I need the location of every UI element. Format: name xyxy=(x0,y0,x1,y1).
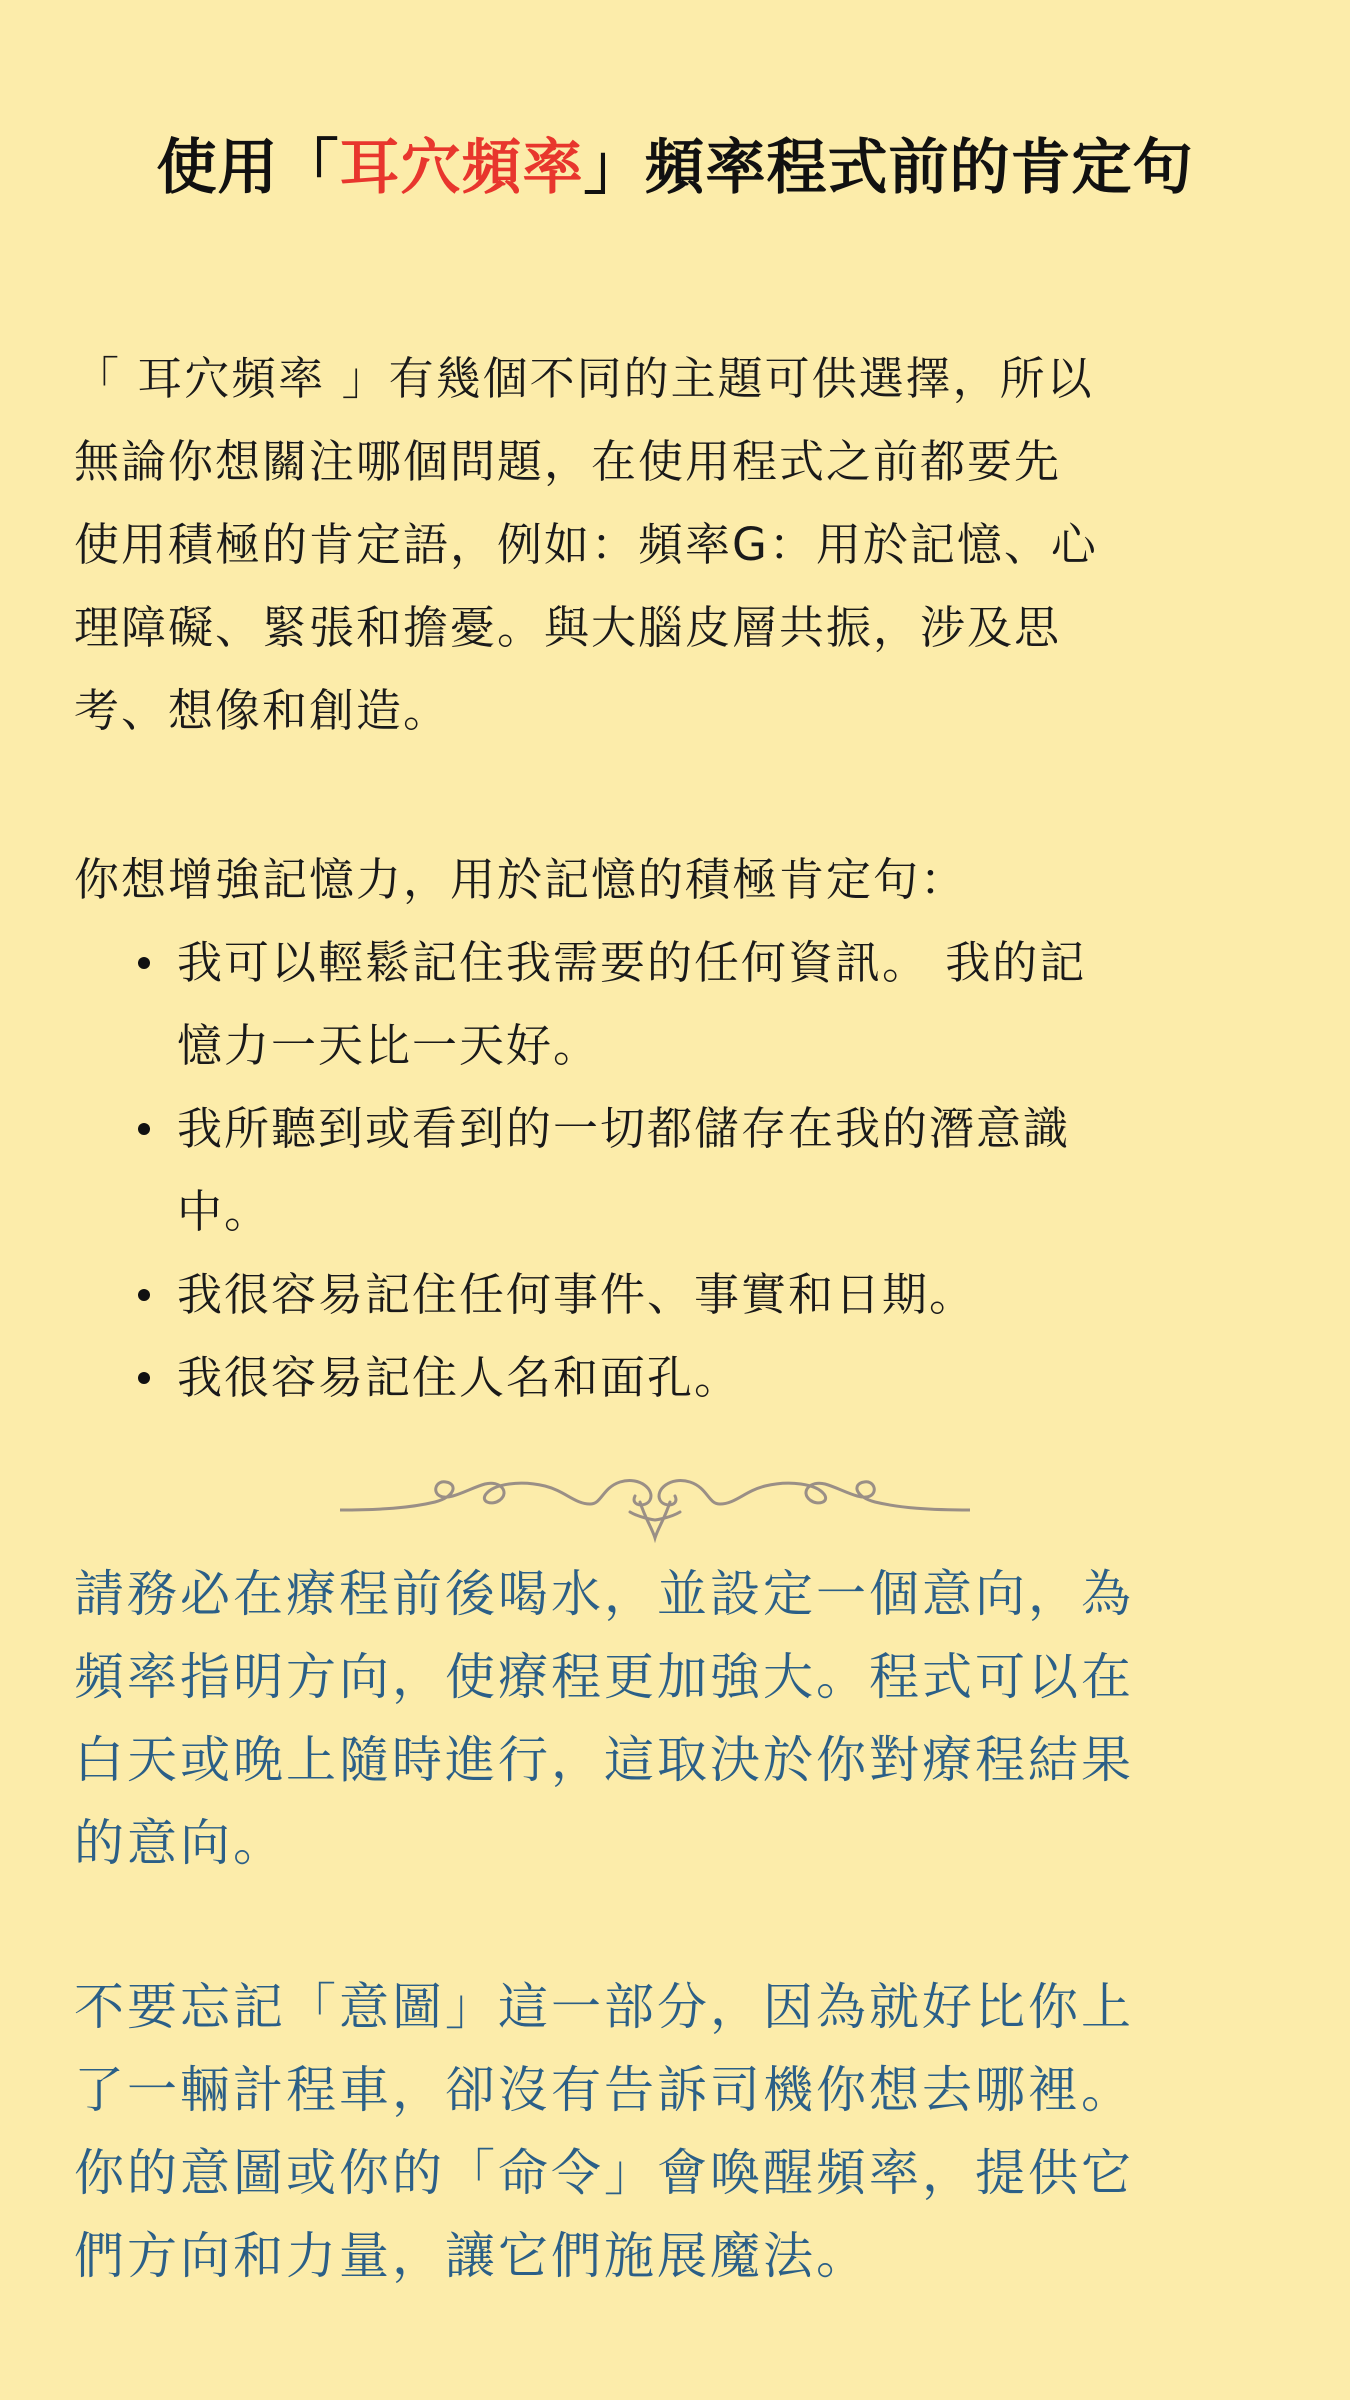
list-item xyxy=(74,1336,1280,1419)
water-note-line: 頻率指明方向，使療程更加強大。程式可以在 xyxy=(74,1648,1134,1706)
title-accent: 耳穴頻率 xyxy=(339,133,584,203)
intro-line: 考、想像和創造。 xyxy=(74,684,451,737)
water-note-paragraph xyxy=(74,1553,1280,1885)
lead-text: 你想增強記憶力，用於記憶的積極肯定句： xyxy=(74,853,968,906)
intro-paragraph xyxy=(74,337,1280,752)
flourish-divider-icon xyxy=(340,1466,970,1546)
intent-note-paragraph xyxy=(74,1966,1280,2298)
intent-note-line: 們方向和力量，讓它們施展魔法。 xyxy=(74,2227,869,2285)
list-item-line: 我可以輕鬆記住我需要的任何資訊。 我的記 xyxy=(177,936,1087,989)
intro-line: 無論你想關注哪個問題，在使用程式之前都要先 xyxy=(74,435,1062,488)
list-item xyxy=(74,1253,1280,1336)
list-item xyxy=(74,1087,1280,1253)
affirmation-list xyxy=(74,921,1280,1419)
bullet-icon xyxy=(138,1372,150,1384)
intent-note-line: 你的意圖或你的「命令」會喚醒頻率，提供它 xyxy=(74,2144,1134,2202)
title-prefix: 使用「 xyxy=(156,133,340,203)
affirmations-lead xyxy=(74,838,1280,921)
bullet-icon xyxy=(138,1289,150,1301)
intro-line: 使用積極的肯定語，例如：頻率G：用於記憶、心 xyxy=(74,518,1098,571)
list-item xyxy=(74,921,1280,1087)
page-title xyxy=(0,128,1350,208)
intro-line: 理障礙、緊張和擔憂。與大腦皮層共振，涉及思 xyxy=(74,601,1062,654)
list-item-line: 我所聽到或看到的一切都儲存在我的潛意識 xyxy=(177,1102,1071,1155)
list-item-line: 我很容易記住人名和面孔。 xyxy=(177,1351,742,1404)
bullet-icon xyxy=(138,957,150,969)
intent-note-line: 了一輛計程車，卻沒有告訴司機你想去哪裡。 xyxy=(74,2061,1134,2119)
list-item-line: 中。 xyxy=(177,1185,272,1238)
title-suffix: 」頻率程式前的肯定句 xyxy=(583,133,1194,203)
water-note-line: 請務必在療程前後喝水，並設定一個意向，為 xyxy=(74,1565,1134,1623)
water-note-line: 的意向。 xyxy=(74,1814,286,1872)
list-item-line: 我很容易記住任何事件、事實和日期。 xyxy=(177,1268,977,1321)
bullet-icon xyxy=(138,1123,150,1135)
intro-line: 「 耳穴頻率 」有幾個不同的主題可供選擇，所以 xyxy=(74,352,1094,405)
water-note-line: 白天或晚上隨時進行，這取決於你對療程結果 xyxy=(74,1731,1134,1789)
intent-note-line: 不要忘記「意圖」這一部分，因為就好比你上 xyxy=(74,1978,1134,2036)
list-item-line: 憶力一天比一天好。 xyxy=(177,1019,601,1072)
